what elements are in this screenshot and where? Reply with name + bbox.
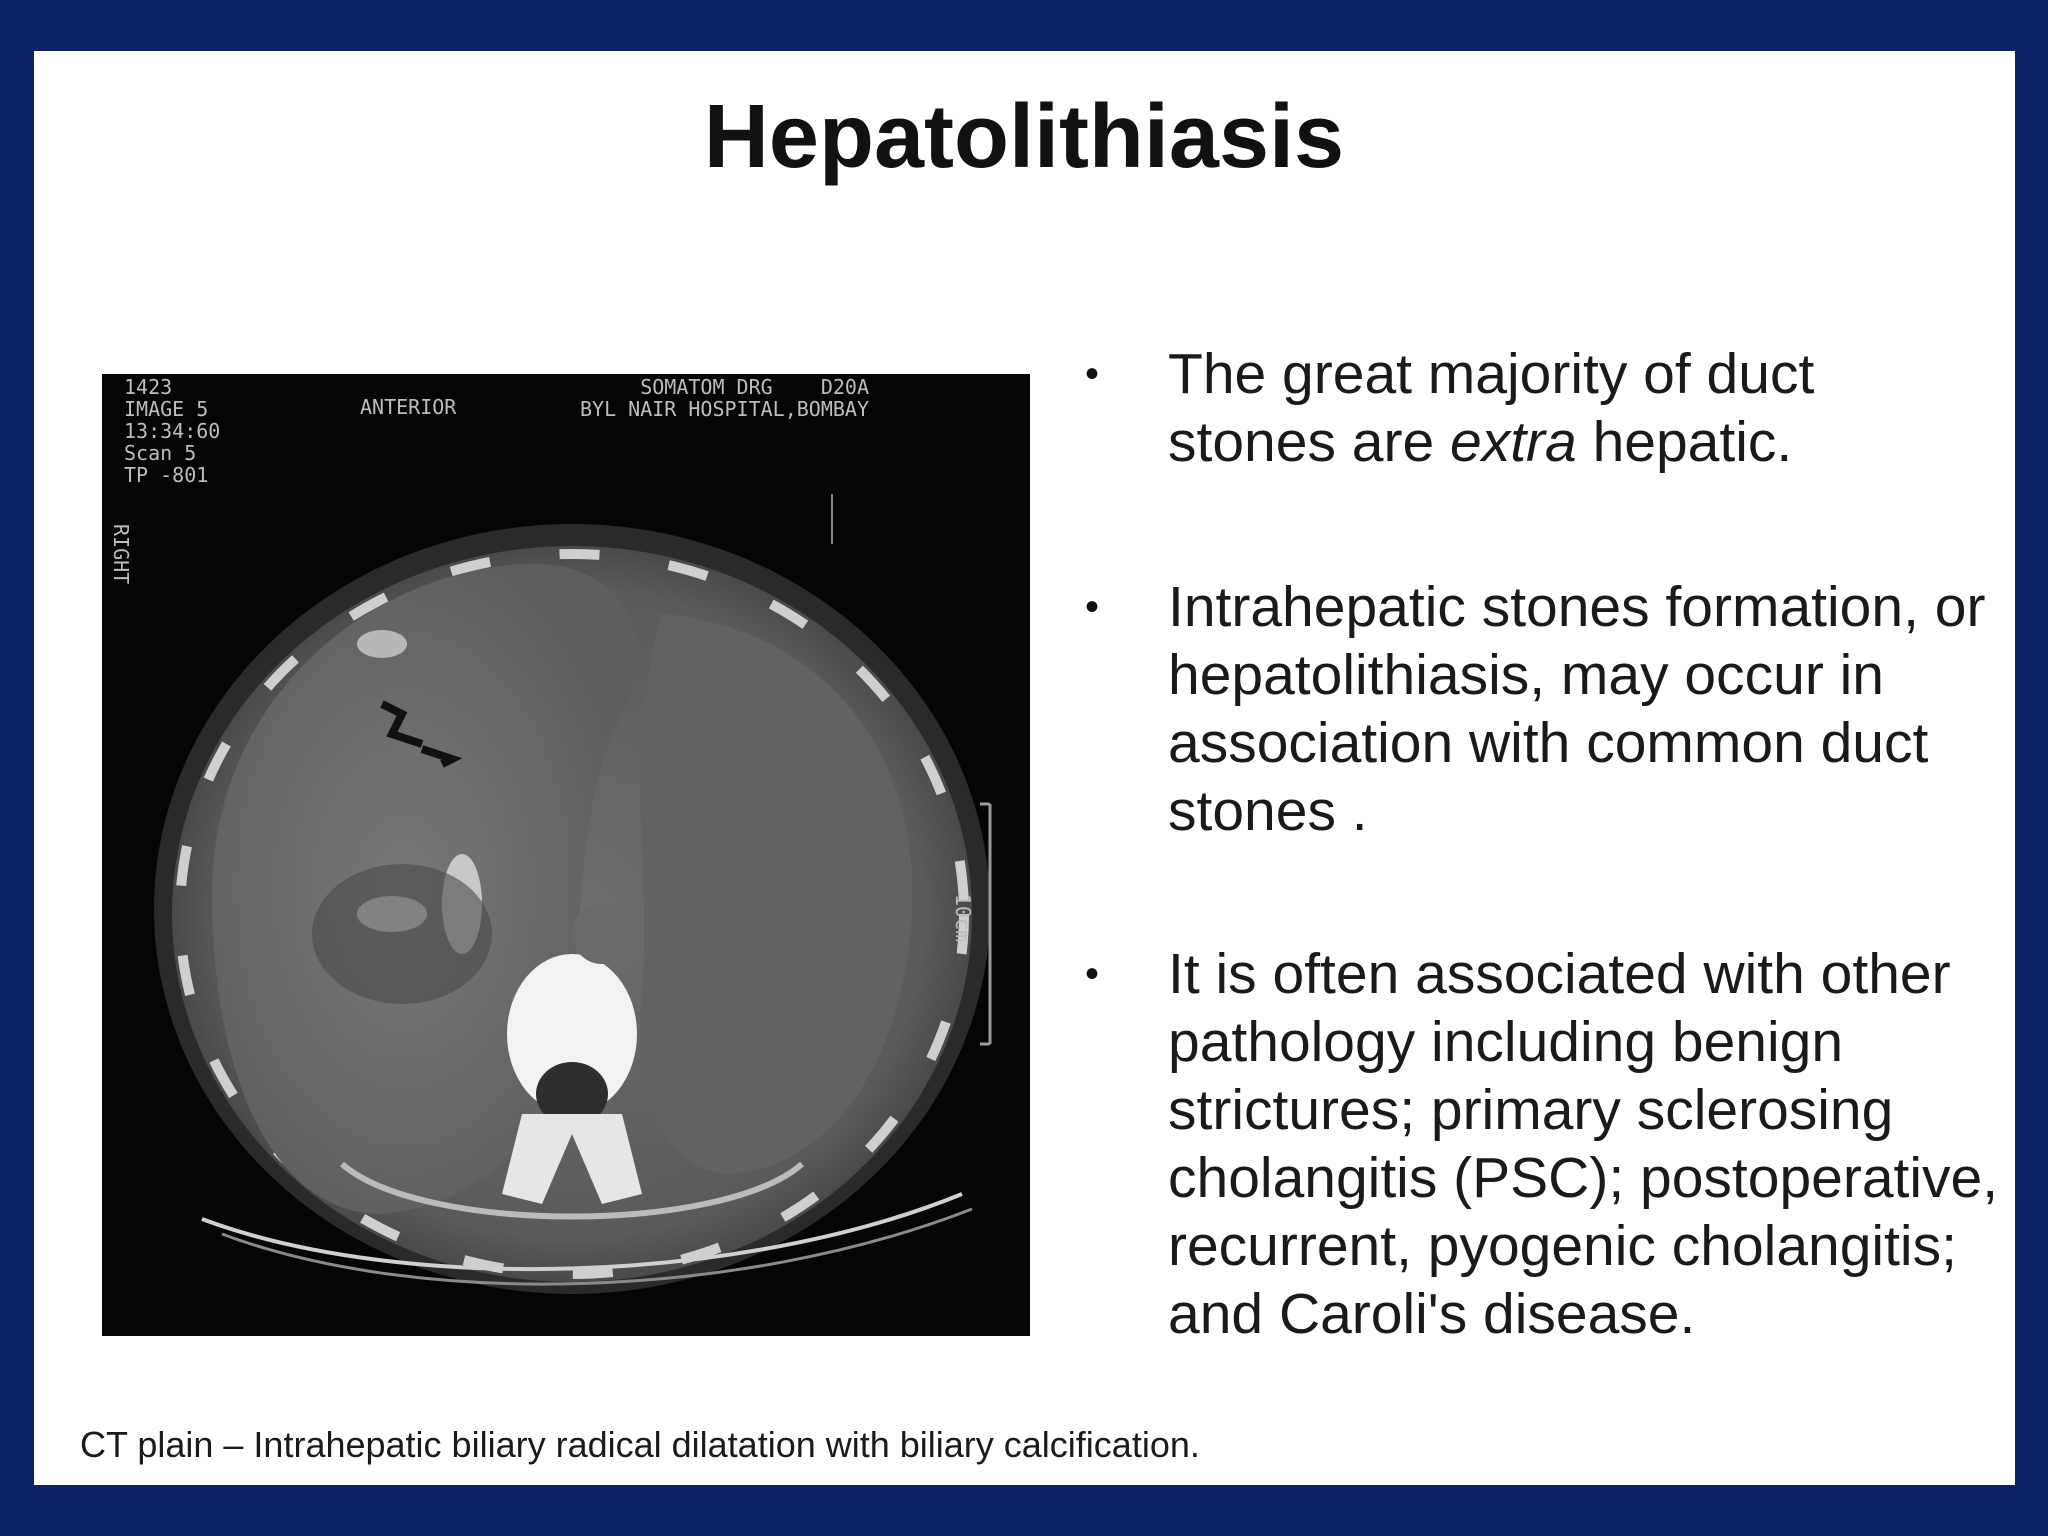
ct-scan-graphic (102, 374, 1030, 1336)
bullet-text-part: The great majority of duct stones are (1168, 342, 1815, 474)
bullet-marker: • (1085, 352, 1100, 396)
slide-title: Hepatolithiasis (703, 87, 1345, 187)
bullet-marker: • (1085, 952, 1100, 996)
bullet-emphasis: extra (1450, 410, 1577, 474)
ct-overlay-scan-info: 1423 IMAGE 5 13:34:60 Scan 5 TP -801 (124, 375, 221, 487)
ct-overlay-orientation: ANTERIOR (360, 395, 457, 419)
ct-overlay-side: RIGHT (109, 524, 133, 585)
bullet-marker: • (1085, 585, 1100, 629)
ct-overlay-scale: 10cm (951, 894, 975, 943)
bullet-text-part: hepatic. (1576, 410, 1793, 474)
ct-overlay-hospital: SOMATOM DRG D20A BYL NAIR HOSPITAL,BOMBAY (580, 375, 869, 421)
bullet-text (1168, 340, 1928, 476)
image-caption: CT plain – Intrahepatic biliary radical dilatation with biliary calcification. (80, 1424, 1200, 1465)
ct-scan-image (102, 374, 1030, 1336)
bullet-text: Intrahepatic stones formation, or hepatolithiasis, may occur in association with common duct stones . (1168, 575, 1986, 843)
bullet-text: It is often associated with other pathology including benign strictures; primary sclerosing cholangitis (PSC); postoperative, recurrent, pyogenic cholangitis; and Caroli's disease. (1168, 942, 1999, 1346)
